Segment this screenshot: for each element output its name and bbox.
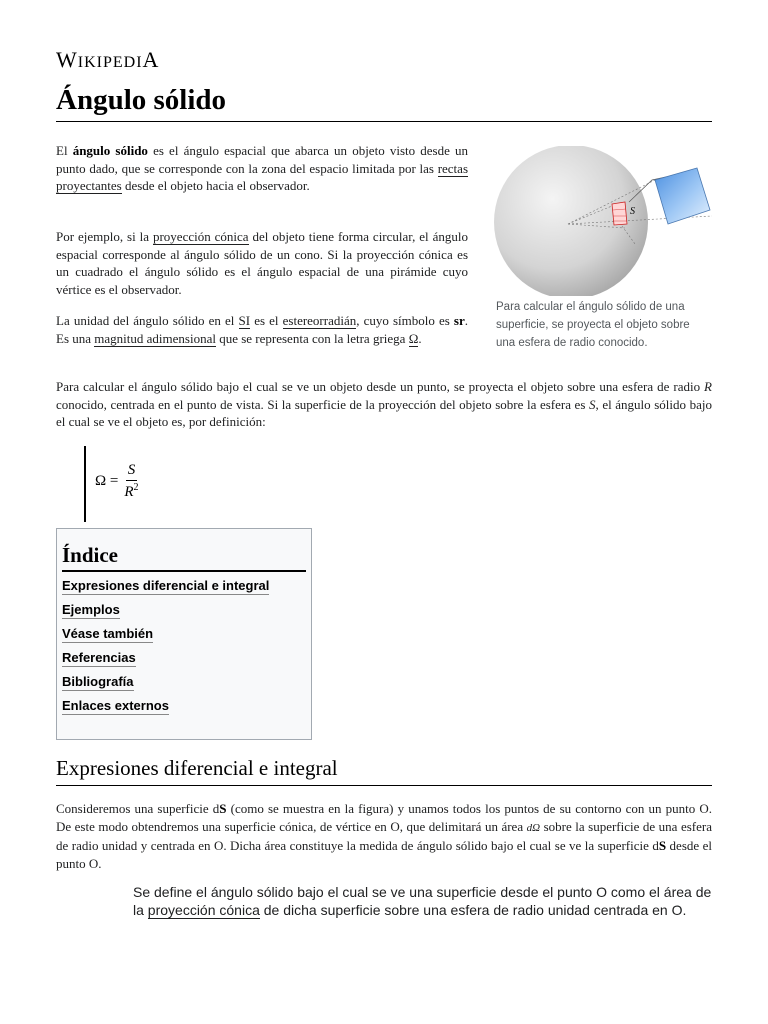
formula-fraction — [124, 462, 138, 501]
toc-item-enlaces-externos[interactable]: Enlaces externos — [62, 698, 169, 713]
figure-solid-angle — [492, 146, 712, 352]
bold-s: S — [219, 801, 227, 816]
definition-block: Se define el ángulo sólido bajo el cual se ve una superficie desde el punto O como el área de la proyección cónica de dicha superficie sobre una esfera de radio unidad centrada en O. — [133, 884, 712, 918]
link-rectas-proyectantes[interactable]: rectas proyectantes — [56, 160, 468, 193]
surface-symbol: S — [588, 396, 596, 412]
d-omega-symbol: dΩ — [526, 821, 541, 834]
formula-indent-bar — [84, 446, 86, 522]
figure-caption: Para calcular el ángulo sólido de una superficie, se proyecta el objeto sobre una esfera de radio conocido. — [496, 301, 690, 349]
surface-label: S — [630, 206, 635, 217]
object-surface — [655, 168, 710, 224]
bold-term: ángulo sólido — [72, 143, 148, 158]
toc-item-vease-tambien[interactable]: Véase también — [62, 626, 154, 641]
link-proyeccion-conica[interactable]: proyección cónica — [152, 229, 249, 244]
wikipedia-logo[interactable] — [56, 47, 159, 73]
intro-paragraph-3: La unidad del ángulo sólido en el SI es el estereorradián, cuyo símbolo es sr. Es una magnitud adimensional que se representa con la letra griega Ω. — [56, 313, 469, 346]
projected-patch — [612, 202, 627, 225]
section-heading-expresiones: Expresiones diferencial e integral — [56, 756, 712, 786]
toc-item-referencias[interactable]: Referencias — [62, 650, 136, 665]
solid-angle-diagram — [492, 146, 712, 296]
formula-exponent: 2 — [133, 482, 139, 493]
radius-symbol: R — [704, 379, 712, 394]
link-magnitud-adimensional[interactable]: magnitud adimensional — [94, 330, 216, 346]
page-title: Ángulo sólido — [56, 84, 712, 122]
logo-last-letter: A — [142, 47, 160, 72]
intro-paragraph-1: El ángulo sólido es el ángulo espacial que abarca un objeto visto desde un punto dado, que se corresponde con la zona del espacio limitada por las rectas proyectantes desde el objeto hacia el observador. — [56, 143, 468, 193]
link-proyeccion-conica-2[interactable]: proyección cónica — [147, 902, 260, 918]
bold-s: S — [658, 838, 667, 853]
logo-first-letter: W — [56, 47, 78, 72]
toc-item-ejemplos[interactable]: Ejemplos — [62, 602, 120, 617]
toc-list — [62, 578, 306, 722]
formula-lhs: Ω = — [95, 473, 119, 489]
formula-solid-angle — [95, 462, 139, 501]
toc-item-expresiones[interactable]: Expresiones diferencial e integral — [62, 578, 270, 593]
toc-item-bibliografia[interactable]: Bibliografía — [62, 674, 134, 689]
section-paragraph: Consideremos una superficie dS (como se muestra en la figura) y unamos todos los puntos de su contorno con un punto O. De este modo obtendremos una superficie cónica, de vértice en O, que delimitará un área dΩ sobre la superficie de una esfera de radio unidad y centrada en O. Dicha área constituye la medida de ángulo sólido bajo el cual se ve la superficie dS desde el punto O. — [56, 801, 713, 871]
formula-denominator: $R^2$ — [124, 482, 139, 500]
intro-paragraph-2: Por ejemplo, si la proyección cónica del objeto tiene forma circular, el ángulo espacial corresponde al ángulo sólido de un cono. Si la proyección cónica es un cuadrado el ángulo sólido es el ángulo espacial de una pirámide cuyo vértice es el observador. — [56, 229, 468, 297]
unit-symbol: sr — [453, 313, 465, 328]
link-estereorradian[interactable]: estereorradián — [282, 313, 357, 328]
link-si[interactable]: SI — [238, 313, 251, 328]
formula-numerator: S — [126, 462, 138, 481]
toc-title: Índice — [62, 543, 306, 572]
link-omega[interactable]: Ω — [408, 330, 419, 346]
logo-middle: IKIPEDI — [77, 54, 143, 71]
body-paragraph-definition: Para calcular el ángulo sólido bajo el cual se ve un objeto desde un punto, se proyecta el objeto sobre una esfera de radio R conocido, centrada en el punto de vista. Si la superficie de la proyección del objeto sobre la esfera es S, el ángulo sólido bajo el cual se ve el objeto es, por definición: — [56, 379, 712, 429]
table-of-contents — [56, 528, 312, 740]
